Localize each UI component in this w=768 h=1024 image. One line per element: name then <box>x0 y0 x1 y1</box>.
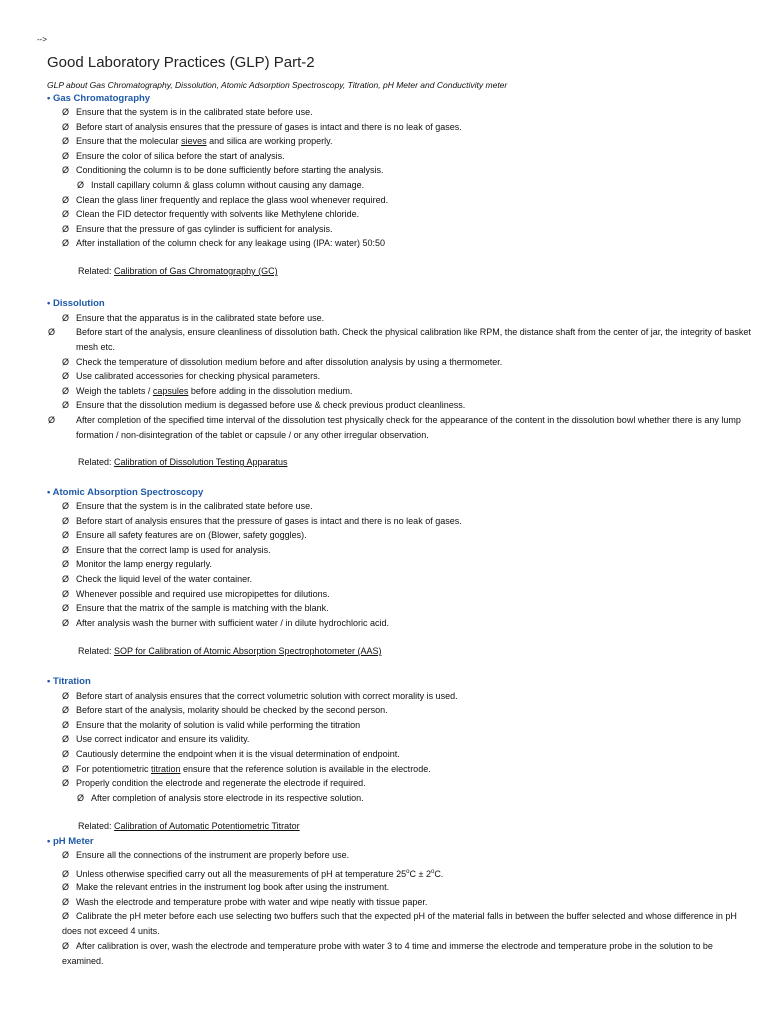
bullet-icon: Ø <box>62 400 70 410</box>
list-item: Ø Ensure all safety features are on (Blower, safety goggles). <box>62 528 738 543</box>
bullet-icon: Ø <box>62 136 70 146</box>
bullet-icon: Ø <box>62 603 70 613</box>
list-item: Ø Weigh the tablets / capsules before adding in the dissolution medium. <box>62 384 738 399</box>
related-aas: Related: SOP for Calibration of Atomic Absorption Spectrophotometer (AAS) <box>78 646 382 656</box>
bullet-icon: Ø <box>62 749 70 759</box>
bullet-icon: Ø <box>62 589 70 599</box>
bullet-icon: Ø <box>62 618 70 628</box>
bullet-icon: Ø <box>62 501 70 511</box>
list-item: Ø Clean the FID detector frequently with solvents like Methylene chloride. <box>62 207 738 222</box>
list-item: Ø Conditioning the column is to be done sufficiently before starting the analysis. <box>62 163 738 178</box>
related-link-titration[interactable]: Calibration of Automatic Potentiometric Titrator <box>114 821 300 831</box>
related-link-gc[interactable]: Calibration of Gas Chromatography (GC) <box>114 266 278 276</box>
bullet-icon: Ø <box>62 209 70 219</box>
list-subitem: Ø Install capillary column & glass column without causing any damage. <box>77 178 753 193</box>
list-item: Ø Before start of the analysis, ensure cleanliness of dissolution bath. Check the physical calibration like RPM, the distance shaft from the center of jar, the integrity of basket mesh etc. <box>48 327 751 352</box>
related-titration: Related: Calibration of Automatic Potentiometric Titrator <box>78 821 300 831</box>
bullet-icon: Ø <box>62 574 70 584</box>
related-gc: Related: Calibration of Gas Chromatography (GC) <box>78 266 278 276</box>
bullet-icon: Ø <box>62 195 70 205</box>
related-dissolution: Related: Calibration of Dissolution Testing Apparatus <box>78 457 288 467</box>
link-sieves[interactable]: sieves <box>181 136 207 146</box>
list-item: Ø Make the relevant entries in the instrument log book after using the instrument. <box>62 880 738 895</box>
bullet-icon: Ø <box>62 941 70 951</box>
list-item: Ø Ensure that the system is in the calibrated state before use. <box>62 105 738 120</box>
list-item: Ø Ensure that the molarity of solution is valid while performing the titration <box>62 718 738 733</box>
bullet-icon: Ø <box>62 764 70 774</box>
list-item: Ø Ensure all the connections of the instrument are properly before use. <box>62 848 738 863</box>
list-item: Ø Wash the electrode and temperature probe with water and wipe neatly with tissue paper. <box>62 895 738 910</box>
bullet-icon: Ø <box>62 559 70 569</box>
related-link-dissolution[interactable]: Calibration of Dissolution Testing Apparatus <box>114 457 288 467</box>
stray-comment-marker: --> <box>37 35 47 44</box>
list-item: Ø Calibrate the pH meter before each use selecting two buffers such that the expected pH of the material falls in between the buffer selected and whose difference in pH does not exceed 4 units. <box>62 911 737 936</box>
list-item: Ø Ensure that the matrix of the sample is matching with the blank. <box>62 601 738 616</box>
bullet-icon: Ø <box>62 882 70 892</box>
list-item: Ø Ensure the color of silica before the start of analysis. <box>62 149 738 164</box>
list-item: Ø Use correct indicator and ensure its validity. <box>62 732 738 747</box>
page-subtitle: GLP about Gas Chromatography, Dissolution, Atomic Adsorption Spectroscopy, Titration, pH Meter and Conductivity meter <box>47 80 508 90</box>
bullet-icon: Ø <box>48 415 56 425</box>
bullet-icon: Ø <box>62 516 70 526</box>
list-item: Ø For potentiometric titration ensure that the reference solution is available in the electrode. <box>62 762 738 777</box>
list-item: Ø Before start of analysis ensures that the pressure of gases is intact and there is no leak of gases. <box>62 514 738 529</box>
bullet-icon: Ø <box>62 224 70 234</box>
bullet-icon: Ø <box>77 180 85 190</box>
page-title: Good Laboratory Practices (GLP) Part-2 <box>47 54 315 71</box>
list-item: Ø After completion of the specified time interval of the dissolution test physically check for the appearance of the content in the dissolution bowl whether there is any lump formation / non-disintegration of the tablet or capsule / or any other irregular observation. <box>48 415 741 440</box>
section-heading-titration: • Titration <box>47 676 91 687</box>
list-subitem: Ø After completion of analysis store electrode in its respective solution. <box>77 791 753 806</box>
bullet-icon: Ø <box>62 151 70 161</box>
list-item: Ø Use calibrated accessories for checking physical parameters. <box>62 369 738 384</box>
bullet-icon: Ø <box>62 734 70 744</box>
section-heading-aas: • Atomic Absorption Spectroscopy <box>47 487 204 498</box>
list-item: Ø Cautiously determine the endpoint when it is the visual determination of endpoint. <box>62 747 738 762</box>
list-item: Ø Check the temperature of dissolution medium before and after dissolution analysis by using a thermometer. <box>62 355 738 370</box>
list-item: Ø Ensure that the correct lamp is used for analysis. <box>62 543 738 558</box>
bullet-icon: Ø <box>77 793 85 803</box>
bullet-icon: Ø <box>62 238 70 248</box>
list-item: Ø Clean the glass liner frequently and replace the glass wool whenever required. <box>62 193 738 208</box>
section-heading-dissolution: • Dissolution <box>47 298 105 309</box>
bullet-icon: Ø <box>62 869 70 879</box>
list-item: Ø Before start of the analysis, molarity should be checked by the second person. <box>62 703 738 718</box>
list-item: Ø Monitor the lamp energy regularly. <box>62 557 738 572</box>
bullet-icon: Ø <box>62 107 70 117</box>
link-capsules[interactable]: capsules <box>152 386 189 396</box>
bullet-icon: Ø <box>48 327 56 337</box>
bullet-icon: Ø <box>62 778 70 788</box>
bullet-icon: Ø <box>62 371 70 381</box>
list-item: Ø Ensure that the apparatus is in the calibrated state before use. <box>62 311 738 326</box>
bullet-icon: Ø <box>62 911 70 921</box>
list-item: Ø Properly condition the electrode and regenerate the electrode if required. <box>62 776 738 791</box>
list-item: Ø Before start of analysis ensures that the correct volumetric solution with correct morality is used. <box>62 689 738 704</box>
list-item: Ø Ensure that the dissolution medium is degassed before use & check previous product cleanliness. <box>62 398 738 413</box>
bullet-icon: Ø <box>62 691 70 701</box>
bullet-icon: Ø <box>62 545 70 555</box>
section-heading-gas-chromatography: • Gas Chromatography <box>47 93 151 104</box>
list-item: Ø Check the liquid level of the water container. <box>62 572 738 587</box>
bullet-icon: Ø <box>62 530 70 540</box>
bullet-icon: Ø <box>62 720 70 730</box>
link-titration[interactable]: titration <box>151 764 181 774</box>
bullet-icon: Ø <box>62 165 70 175</box>
list-item: Ø Ensure that the molecular sieves and silica are working properly. <box>62 134 738 149</box>
section-heading-ph-meter: • pH Meter <box>47 836 94 847</box>
bullet-icon: Ø <box>62 897 70 907</box>
bullet-icon: Ø <box>62 122 70 132</box>
list-item: Ø Unless otherwise specified carry out all the measurements of pH at temperature $25^oC \pm 2^oC$. <box>62 865 738 882</box>
related-link-aas[interactable]: SOP for Calibration of Atomic Absorption Spectrophotometer (AAS) <box>114 646 382 656</box>
list-item: Ø After calibration is over, wash the electrode and temperature probe with water 3 to 4 time and immerse the electrode and temperature probe in the solution to be examined. <box>62 941 713 966</box>
bullet-icon: Ø <box>62 705 70 715</box>
list-item: Ø Whenever possible and required use micropipettes for dilutions. <box>62 587 738 602</box>
list-item: Ø Ensure that the pressure of gas cylinder is sufficient for analysis. <box>62 222 738 237</box>
bullet-icon: Ø <box>62 313 70 323</box>
list-item: Ø After analysis wash the burner with sufficient water / in dilute hydrochloric acid. <box>62 616 738 631</box>
bullet-icon: Ø <box>62 386 70 396</box>
list-item: Ø After installation of the column check for any leakage using (IPA: water) 50:50 <box>62 236 738 251</box>
list-item: Ø Ensure that the system is in the calibrated state before use. <box>62 499 738 514</box>
bullet-icon: Ø <box>62 850 70 860</box>
list-item: Ø Before start of analysis ensures that the pressure of gases is intact and there is no leak of gases. <box>62 120 738 135</box>
bullet-icon: Ø <box>62 357 70 367</box>
